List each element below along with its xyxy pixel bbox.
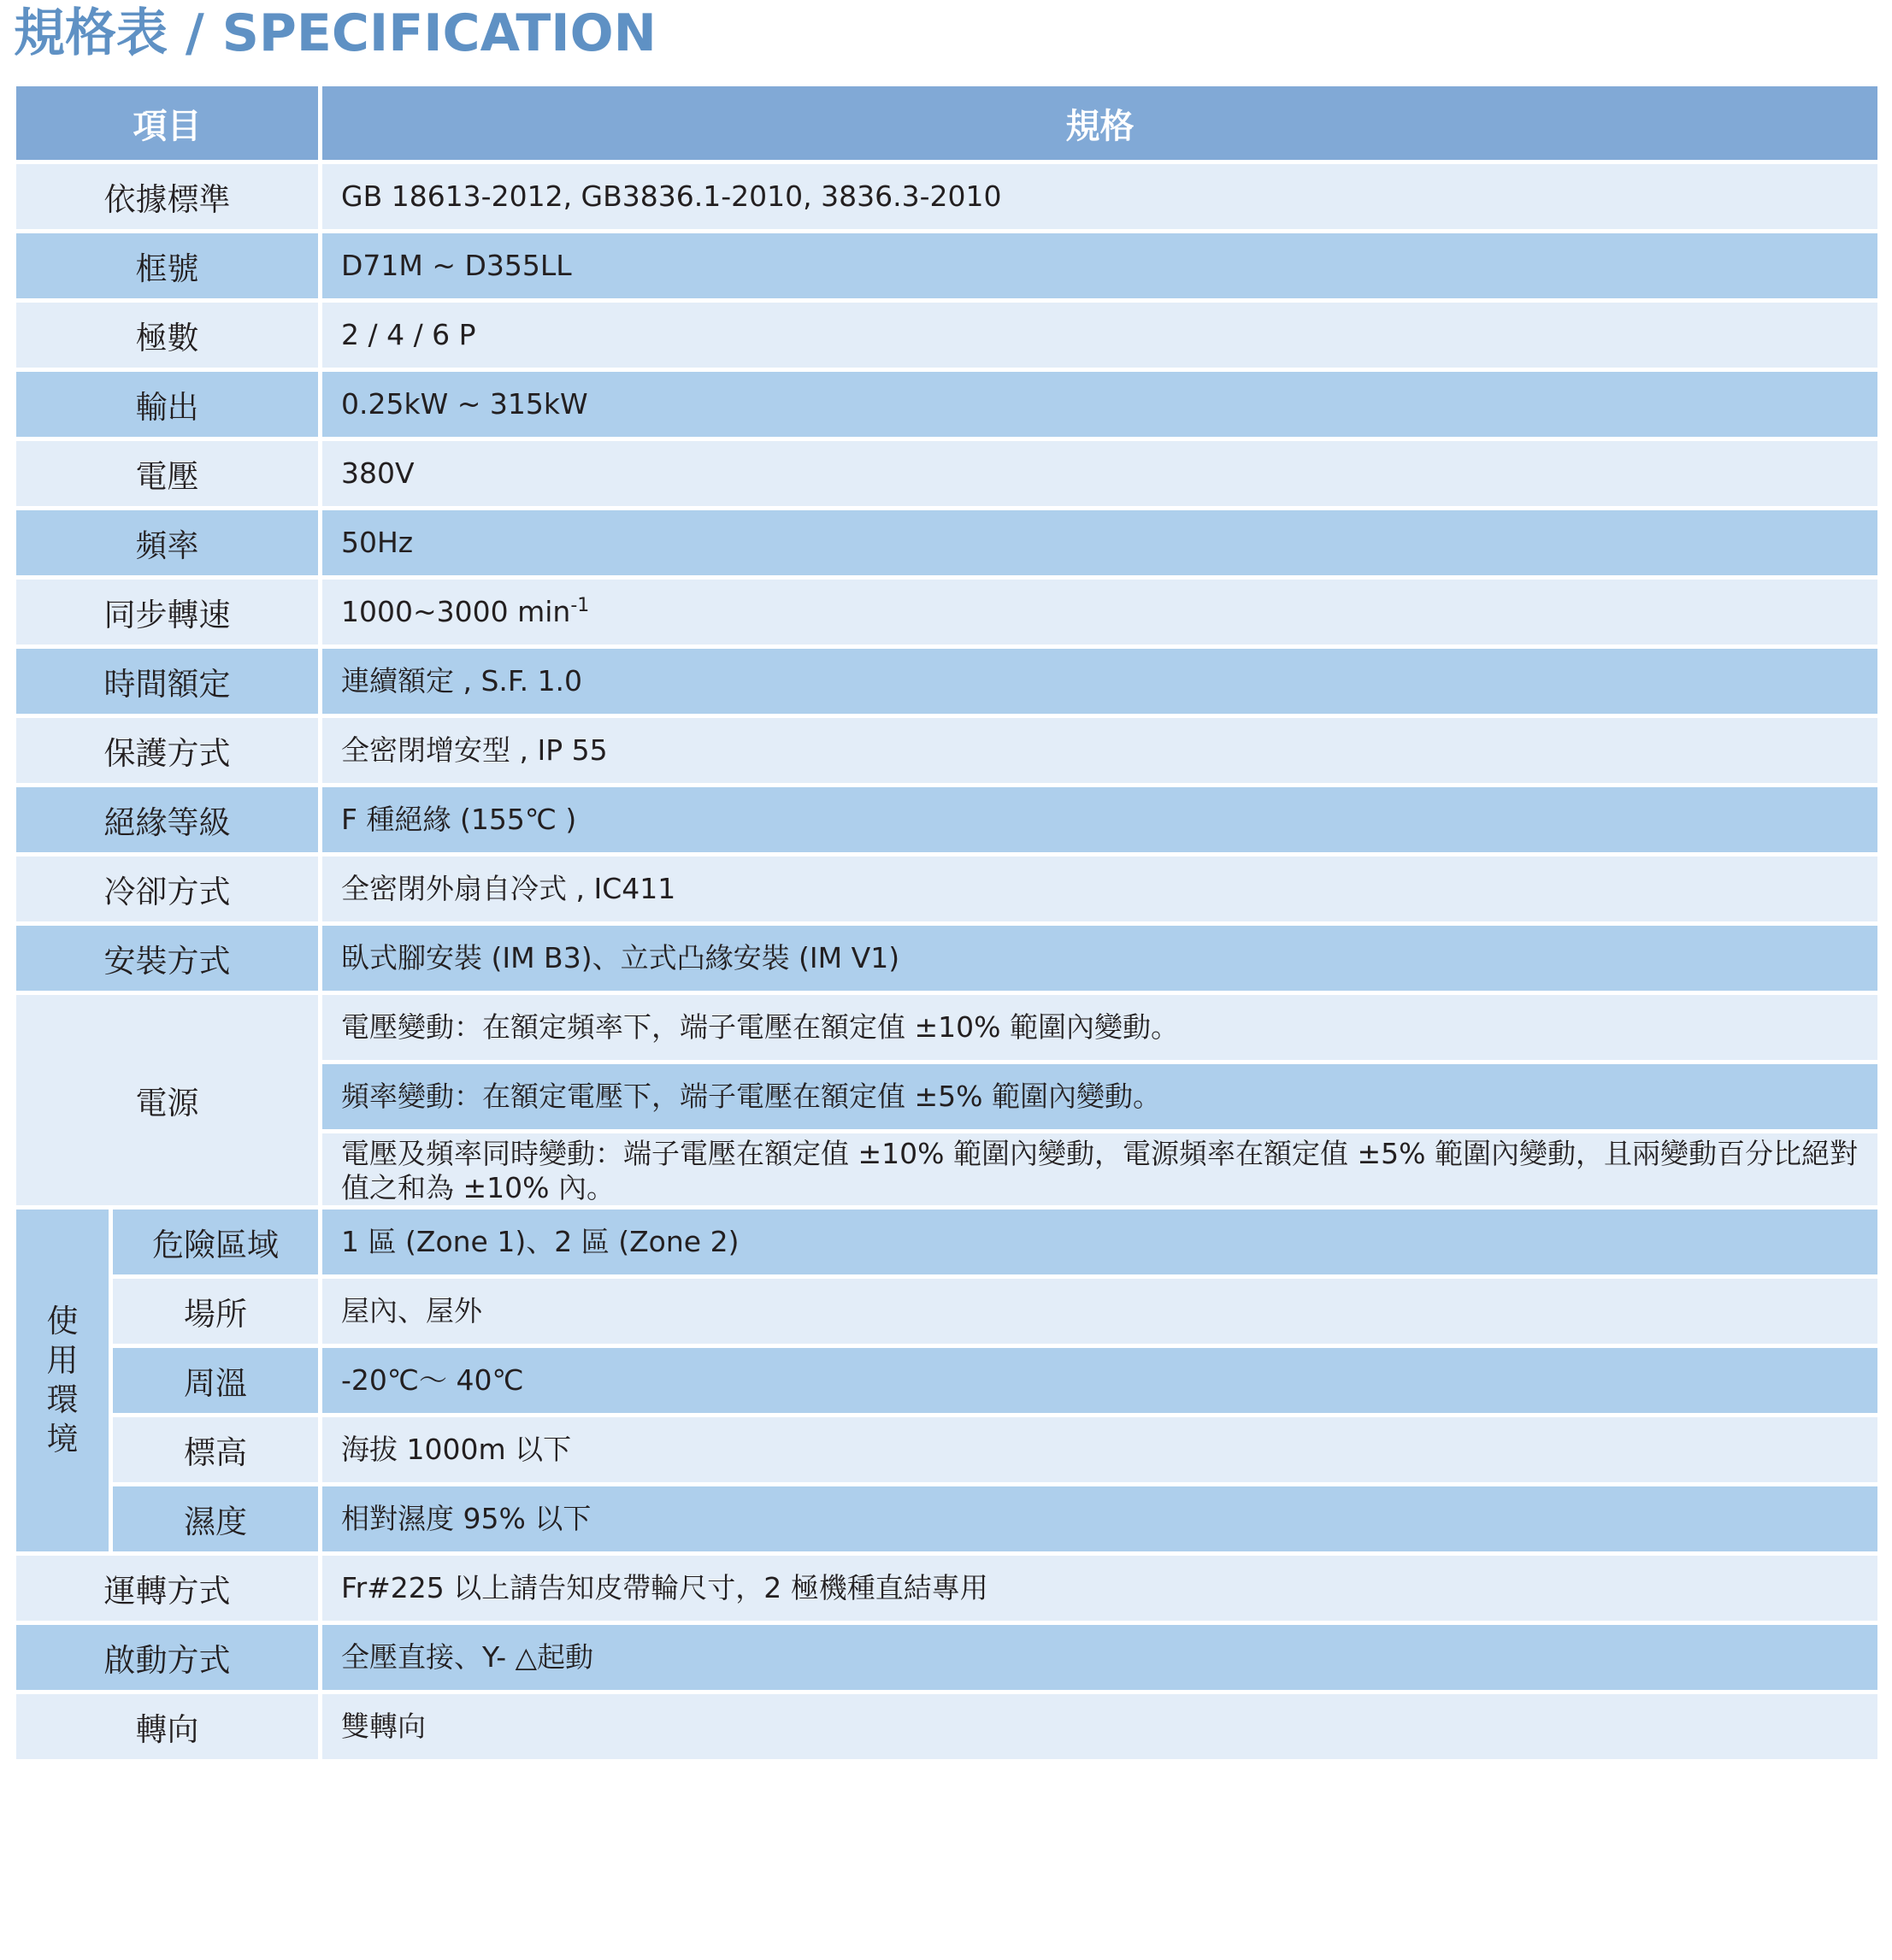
table-row <box>15 1554 1880 1623</box>
row-label: 標高 <box>111 1416 321 1485</box>
row-label: 框號 <box>15 232 321 301</box>
row-label: 場所 <box>111 1277 321 1346</box>
row-label: 時間額定 <box>15 647 321 716</box>
row-value: D71M ~ D355LL <box>321 232 1880 301</box>
table-row <box>15 647 1880 716</box>
row-label: 冷卻方式 <box>15 855 321 924</box>
table-row-environment <box>15 1346 1880 1416</box>
row-value: 雙轉向 <box>321 1692 1880 1762</box>
table-row <box>15 232 1880 301</box>
row-label: 依據標準 <box>15 162 321 232</box>
table-row <box>15 924 1880 993</box>
speed-value: 1000~3000 min <box>341 595 571 628</box>
row-value: 臥式腳安裝 (IM B3)、立式凸緣安裝 (IM V1) <box>321 924 1880 993</box>
row-value: 相對濕度 95% 以下 <box>321 1485 1880 1554</box>
row-label: 保護方式 <box>15 716 321 786</box>
row-label: 電壓 <box>15 439 321 509</box>
row-value: 380V <box>321 439 1880 509</box>
table-row <box>15 370 1880 439</box>
header-spec: 規格 <box>321 85 1880 162</box>
speed-exponent: -1 <box>570 595 590 616</box>
table-row <box>15 439 1880 509</box>
environment-label-text: 使用環境 <box>46 1303 79 1457</box>
power-voltage-variation: 電壓變動：在額定頻率下，端子電壓在額定值 ±10% 範圍內變動。 <box>321 993 1880 1062</box>
table-row <box>15 301 1880 370</box>
table-row-environment <box>15 1485 1880 1554</box>
table-row-power <box>15 993 1880 1062</box>
table-row <box>15 162 1880 232</box>
row-label: 濕度 <box>111 1485 321 1554</box>
table-row <box>15 1623 1880 1692</box>
row-label: 頻率 <box>15 509 321 578</box>
row-label: 啟動方式 <box>15 1623 321 1692</box>
power-frequency-variation: 頻率變動：在額定電壓下，端子電壓在額定值 ±5% 範圍內變動。 <box>321 1062 1880 1132</box>
header-item: 項目 <box>15 85 321 162</box>
table-row <box>15 855 1880 924</box>
table-row-environment <box>15 1277 1880 1346</box>
row-label: 絕緣等級 <box>15 786 321 855</box>
row-value: 全密閉增安型 , IP 55 <box>321 716 1880 786</box>
row-label: 危險區域 <box>111 1208 321 1277</box>
row-label: 運轉方式 <box>15 1554 321 1623</box>
power-combined-variation: 電壓及頻率同時變動：端子電壓在額定值 ±10% 範圍內變動，電源頻率在額定值 ±5% 範圍內變動，且兩變動百分比絕對值之和為 ±10% 內。 <box>321 1132 1880 1208</box>
row-label: 極數 <box>15 301 321 370</box>
row-value: 海拔 1000m 以下 <box>321 1416 1880 1485</box>
specification-table <box>12 82 1882 1763</box>
table-header-row <box>15 85 1880 162</box>
row-value: 全壓直接、Y- △起動 <box>321 1623 1880 1692</box>
row-value: 連續額定 , S.F. 1.0 <box>321 647 1880 716</box>
table-row <box>15 786 1880 855</box>
row-value: GB 18613-2012, GB3836.1-2010, 3836.3-2010 <box>321 162 1880 232</box>
row-value: 50Hz <box>321 509 1880 578</box>
table-row <box>15 509 1880 578</box>
environment-label <box>15 1208 111 1554</box>
row-value: 1 區 (Zone 1)、2 區 (Zone 2) <box>321 1208 1880 1277</box>
row-label: 安裝方式 <box>15 924 321 993</box>
power-label: 電源 <box>15 993 321 1208</box>
table-row-environment <box>15 1416 1880 1485</box>
row-value: 2 / 4 / 6 P <box>321 301 1880 370</box>
row-label: 周溫 <box>111 1346 321 1416</box>
page-title: 規格表 / SPECIFICATION <box>14 3 657 63</box>
row-label: 轉向 <box>15 1692 321 1762</box>
row-value <box>321 578 1880 647</box>
row-label: 輸出 <box>15 370 321 439</box>
row-label: 同步轉速 <box>15 578 321 647</box>
row-value: F 種絕緣 (155℃ ) <box>321 786 1880 855</box>
table-row <box>15 578 1880 647</box>
table-row-environment <box>15 1208 1880 1277</box>
row-value: 屋內、屋外 <box>321 1277 1880 1346</box>
row-value: Fr#225 以上請告知皮帶輪尺寸，2 極機種直結專用 <box>321 1554 1880 1623</box>
row-value: 全密閉外扇自冷式 , IC411 <box>321 855 1880 924</box>
table-row <box>15 1692 1880 1762</box>
table-row <box>15 716 1880 786</box>
row-value: -20℃～ 40℃ <box>321 1346 1880 1416</box>
row-value: 0.25kW ~ 315kW <box>321 370 1880 439</box>
